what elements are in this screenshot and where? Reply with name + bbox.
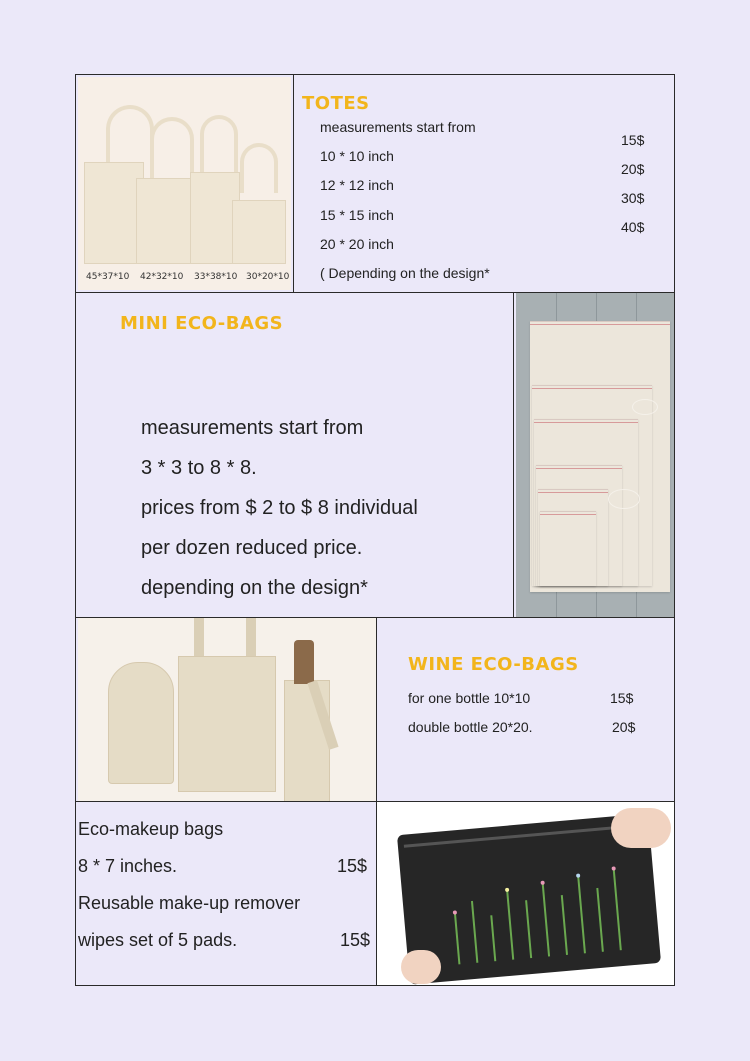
- hand: [611, 808, 671, 848]
- mini-photo-cell: [513, 292, 675, 618]
- makeup-line-label: Eco-makeup bags: [78, 819, 224, 839]
- mini-heading: MINI ECO-BAGS: [120, 313, 284, 334]
- wine-photo-cell: [75, 617, 377, 802]
- makeup-info-cell: [75, 801, 377, 986]
- mini-line: depending on the design*: [141, 577, 368, 599]
- price-sheet: [75, 74, 675, 986]
- wine-item-label: double bottle 20*20.: [408, 719, 533, 735]
- makeup-line-label: Reusable make-up remover: [78, 893, 301, 913]
- wine-bags-photo: [78, 618, 376, 801]
- makeup-line-price: 15$: [340, 930, 371, 950]
- totes-photo-cell: [75, 74, 294, 293]
- totes-info-cell: [293, 74, 675, 293]
- totes-heading: TOTES: [302, 93, 370, 114]
- tote-size-label: 33*38*10: [194, 272, 238, 282]
- makeup-line-label: 8 * 7 inches.: [78, 856, 178, 876]
- wine-heading: WINE ECO-BAGS: [408, 654, 579, 675]
- wine-item-label: for one bottle 10*10: [408, 690, 531, 706]
- totes-line: 20 * 20 inch: [320, 236, 394, 252]
- mini-line: measurements start from: [141, 417, 364, 439]
- tote-size-label: 45*37*10: [86, 272, 130, 282]
- totes-line: 15 * 15 inch: [320, 207, 394, 223]
- wine-info-cell: [376, 617, 675, 802]
- wine-item-price: 15$: [610, 690, 634, 706]
- totes-photo: [78, 77, 291, 290]
- makeup-photo-cell: [376, 801, 675, 986]
- tote-size-label: 42*32*10: [140, 272, 184, 282]
- totes-price: 30$: [621, 190, 645, 206]
- mini-bags-photo: [516, 293, 674, 618]
- makeup-bag-photo: [377, 802, 674, 985]
- hand: [401, 950, 441, 984]
- wine-item-price: 20$: [612, 719, 636, 735]
- totes-price: 15$: [621, 132, 645, 148]
- mini-line: per dozen reduced price.: [141, 537, 363, 559]
- totes-line: ( Depending on the design*: [320, 265, 490, 281]
- totes-price: 40$: [621, 219, 645, 235]
- totes-price: 20$: [621, 161, 645, 177]
- totes-line: measurements start from: [320, 119, 476, 135]
- mini-line: 3 * 3 to 8 * 8.: [141, 457, 257, 479]
- makeup-line-label: wipes set of 5 pads.: [78, 930, 238, 950]
- makeup-line-price: 15$: [337, 856, 368, 876]
- mini-info-cell: [75, 292, 514, 618]
- tote-size-label: 30*20*10: [246, 272, 290, 282]
- totes-line: 10 * 10 inch: [320, 148, 394, 164]
- mini-line: prices from $ 2 to $ 8 individual: [141, 497, 418, 519]
- totes-line: 12 * 12 inch: [320, 177, 394, 193]
